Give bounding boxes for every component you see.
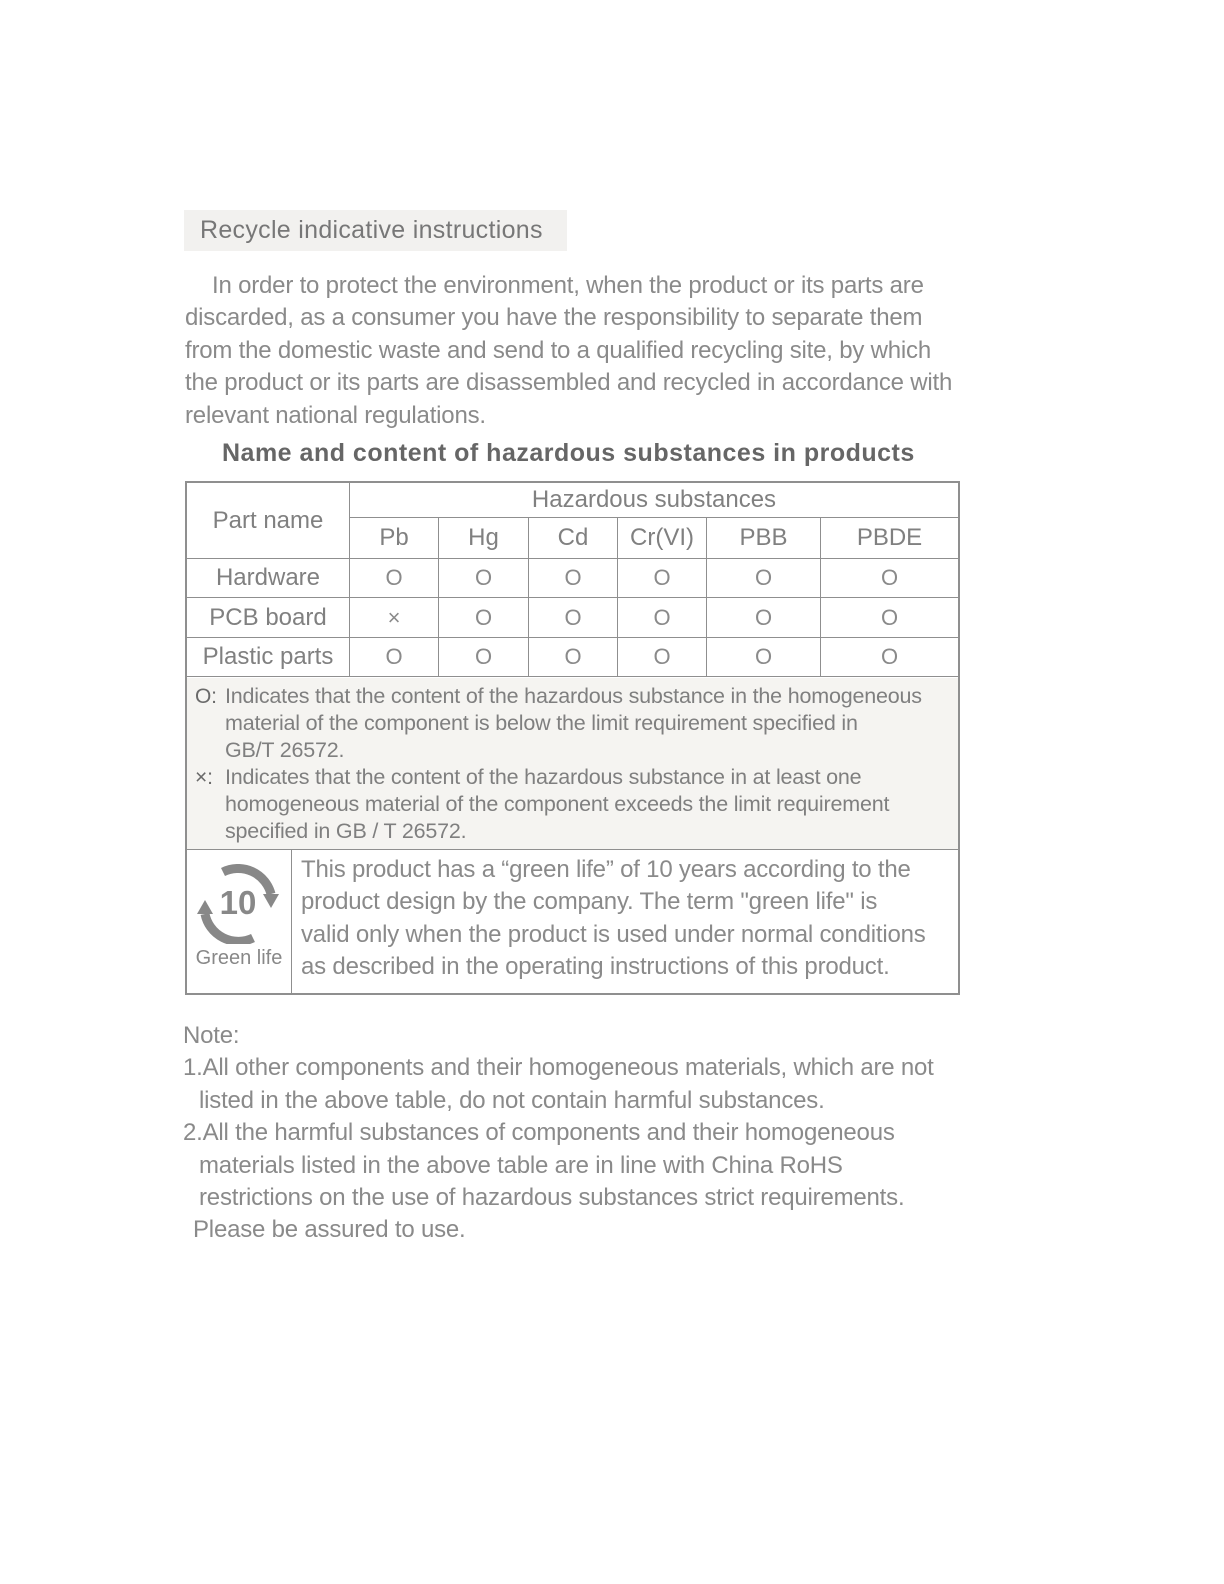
table-cell: O bbox=[754, 565, 773, 590]
intro-line: the product or its parts are disassembled and recycled in accordance with bbox=[185, 369, 953, 397]
note-line: 1.All other components and their homogeneous materials, which are not bbox=[183, 1054, 934, 1082]
row-part-name: Plastic parts bbox=[202, 643, 334, 670]
column-header: Hg bbox=[468, 524, 499, 551]
green-life-line: This product has a “green life” of 10 years according to the bbox=[301, 856, 911, 883]
green-life-10-icon bbox=[195, 864, 281, 944]
notes bbox=[183, 1020, 1003, 1247]
legend-line: homogeneous material of the component exceeds the limit requirement bbox=[225, 792, 890, 816]
column-header: PBB bbox=[739, 524, 788, 551]
table-cell: O bbox=[880, 565, 899, 590]
hazard-table bbox=[185, 481, 960, 995]
table-cell: O bbox=[754, 644, 773, 669]
intro-paragraph bbox=[185, 270, 985, 432]
legend-line: GB/T 26572. bbox=[225, 738, 345, 762]
row-part-name: Hardware bbox=[215, 564, 321, 591]
grid-line bbox=[291, 849, 292, 993]
row-part-name: PCB board bbox=[209, 603, 327, 631]
table-cell: O bbox=[385, 565, 403, 590]
green-life-line: product design by the company. The term "green life" is bbox=[301, 888, 878, 916]
part-name-header: Part name bbox=[212, 506, 324, 534]
table-cell: O bbox=[564, 644, 582, 669]
column-header: Cr(VI) bbox=[630, 524, 694, 551]
notes-title: Note: bbox=[183, 1022, 240, 1049]
table-cell: O bbox=[653, 565, 671, 590]
legend-line: Indicates that the content of the hazardous substance in the homogeneous bbox=[225, 684, 922, 708]
table-cell: O bbox=[564, 565, 582, 590]
table-cell: O bbox=[474, 565, 493, 590]
intro-line: relevant national regulations. bbox=[185, 401, 486, 429]
legend-line: Indicates that the content of the hazardous substance in at least one bbox=[225, 765, 862, 789]
legend-line: specified in GB / T 26572. bbox=[225, 819, 467, 843]
note-line: materials listed in the above table are in line with China RoHS bbox=[199, 1151, 843, 1179]
table-cell: O bbox=[653, 604, 671, 630]
table-cell: O bbox=[474, 644, 493, 669]
legend-line: material of the component is below the limit requirement specified in bbox=[225, 711, 858, 735]
table-cell: O bbox=[564, 604, 582, 630]
section-heading: Recycle indicative instructions bbox=[184, 210, 567, 251]
table-cell: O bbox=[880, 604, 899, 630]
intro-line: discarded, as a consumer you have the responsibility to separate them bbox=[185, 304, 923, 332]
table-cell: O bbox=[880, 644, 899, 669]
note-line: listed in the above table, do not contain harmful substances. bbox=[199, 1086, 825, 1114]
table-cell: O bbox=[385, 644, 403, 669]
legend-item bbox=[195, 683, 950, 764]
legend-symbol: ×: bbox=[195, 766, 213, 789]
green-life-line: as described in the operating instructions of this product. bbox=[301, 953, 890, 981]
note-line: Please be assured to use. bbox=[193, 1216, 466, 1244]
table-title: Name and content of hazardous substances in products bbox=[222, 439, 915, 467]
hazard-header: Hazardous substances bbox=[531, 486, 777, 513]
table-cell: O bbox=[754, 604, 773, 630]
grid-line bbox=[187, 676, 958, 677]
column-header: PBDE bbox=[856, 524, 923, 551]
table-cell: O bbox=[474, 604, 493, 630]
column-header: Cd bbox=[557, 524, 589, 551]
table-cell: O bbox=[653, 644, 671, 669]
green-life-years: 10 bbox=[219, 884, 257, 921]
green-life-label: Green life bbox=[195, 947, 283, 969]
note-line: restrictions on the use of hazardous substances strict requirements. bbox=[199, 1184, 905, 1212]
legend-item bbox=[195, 764, 950, 845]
note-line: 2.All the harmful substances of components and their homogeneous bbox=[183, 1119, 895, 1147]
green-life-text bbox=[301, 854, 956, 984]
grid-line bbox=[187, 849, 958, 850]
intro-line: In order to protect the environment, when the product or its parts are bbox=[212, 272, 924, 299]
table-cell: × bbox=[387, 604, 401, 630]
legend bbox=[195, 683, 950, 845]
green-life-line: valid only when the product is used under normal conditions bbox=[301, 920, 926, 948]
column-header: Pb bbox=[379, 524, 409, 551]
intro-line: from the domestic waste and send to a qualified recycling site, by which bbox=[185, 336, 931, 364]
legend-symbol: O: bbox=[195, 685, 217, 708]
